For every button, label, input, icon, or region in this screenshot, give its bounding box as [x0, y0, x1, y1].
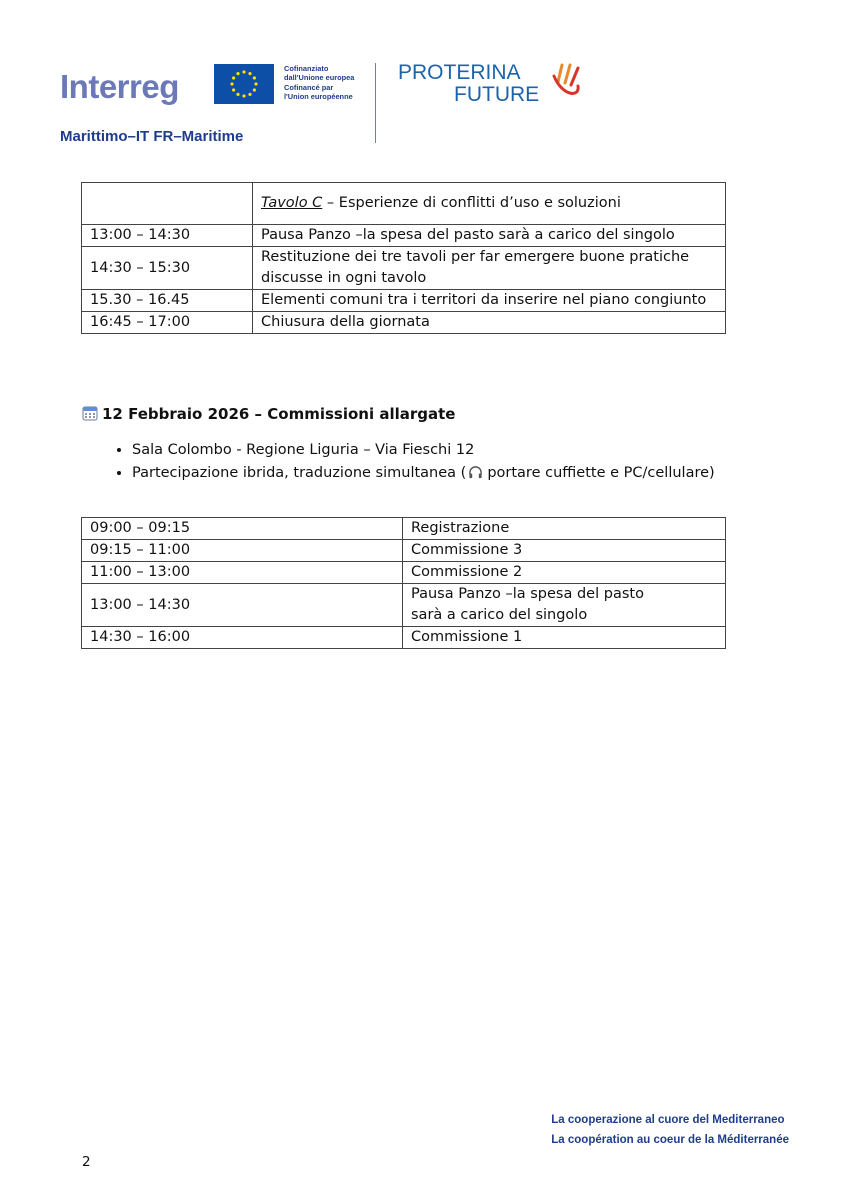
- location-text: Sala Colombo - Regione Liguria – Via Fieschi 12: [132, 442, 475, 458]
- activity-cell: Chiusura della giornata: [253, 312, 726, 334]
- activity-cell: Pausa Panzo –la spesa del pasto sarà a carico del singolo: [403, 584, 726, 627]
- section-title: 12 Febbraio 2026 – Commissioni allargate: [102, 405, 456, 423]
- activity-cell: [253, 183, 726, 225]
- footer-tagline: [551, 1110, 789, 1150]
- section-heading: [82, 405, 455, 425]
- list-item: [132, 439, 715, 462]
- cofinancing-line: l'Union européenne: [284, 92, 353, 102]
- time-cell: 16:45 – 17:00: [82, 312, 253, 334]
- time-cell: 13:00 – 14:30: [82, 225, 253, 247]
- page-number: 2: [82, 1154, 91, 1170]
- table-row: [82, 225, 726, 247]
- activity-cell: Pausa Panzo –la spesa del pasto sarà a carico del singolo: [253, 225, 726, 247]
- activity-cell: Commissione 3: [403, 540, 726, 562]
- table-row: [82, 518, 726, 540]
- interreg-logo: Interreg: [60, 68, 179, 105]
- cofinancing-line: dall'Unione europea: [284, 73, 355, 83]
- activity-cell: Registrazione: [403, 518, 726, 540]
- activity-cell: Commissione 2: [403, 562, 726, 584]
- table-row: [82, 627, 726, 649]
- table-row: [82, 312, 726, 334]
- cofinancing-text: [284, 64, 354, 102]
- header-divider: [375, 63, 376, 143]
- time-cell: 15.30 – 16.45: [82, 290, 253, 312]
- program-name: Marittimo–IT FR–Maritime: [60, 128, 244, 145]
- table-row: [82, 290, 726, 312]
- table-row: [82, 584, 726, 627]
- time-cell: 09:00 – 09:15: [82, 518, 403, 540]
- participation-text-end: portare cuffiette e PC/cellulare): [487, 465, 715, 481]
- eu-flag-icon: [214, 64, 274, 104]
- time-cell: 09:15 – 11:00: [82, 540, 403, 562]
- cofinancing-line: Cofinanziato: [284, 64, 329, 73]
- table-row: [82, 540, 726, 562]
- activity-cell: Restituzione dei tre tavoli per far emergere buone pratiche discusse in ogni tavolo: [253, 247, 726, 290]
- time-cell: 14:30 – 16:00: [82, 627, 403, 649]
- table-row: [82, 183, 726, 225]
- hand-stroke-icon: [518, 62, 584, 112]
- tavolo-label: Tavolo C: [261, 195, 323, 211]
- activity-cell: Commissione 1: [403, 627, 726, 649]
- time-cell: 14:30 – 15:30: [82, 247, 253, 290]
- participation-text: Partecipazione ibrida, traduzione simultanea (: [132, 465, 467, 481]
- tagline-italian: La cooperazione al cuore del Mediterraneo: [551, 1114, 785, 1126]
- headphones-icon: [468, 465, 483, 488]
- activity-text: – Esperienze di conflitti d’uso e soluzioni: [322, 195, 621, 211]
- info-list: [104, 439, 715, 488]
- logo-line-1: PROTERINA: [398, 61, 521, 84]
- logo-line-2: FUTURE: [454, 83, 540, 106]
- cofinancing-line: Cofinancé par: [284, 82, 334, 92]
- table-row: [82, 247, 726, 290]
- list-item: [132, 462, 715, 488]
- time-cell: 13:00 – 14:30: [82, 584, 403, 627]
- time-cell: 11:00 – 13:00: [82, 562, 403, 584]
- calendar-icon: [82, 405, 98, 425]
- table-row: [82, 562, 726, 584]
- tagline-french: La coopération au coeur de la Méditerranée: [551, 1134, 789, 1146]
- schedule-table-1: [81, 182, 726, 334]
- activity-cell: Elementi comuni tra i territori da inserire nel piano congiunto: [253, 290, 726, 312]
- schedule-table-2: [81, 517, 726, 649]
- time-cell: [82, 183, 253, 225]
